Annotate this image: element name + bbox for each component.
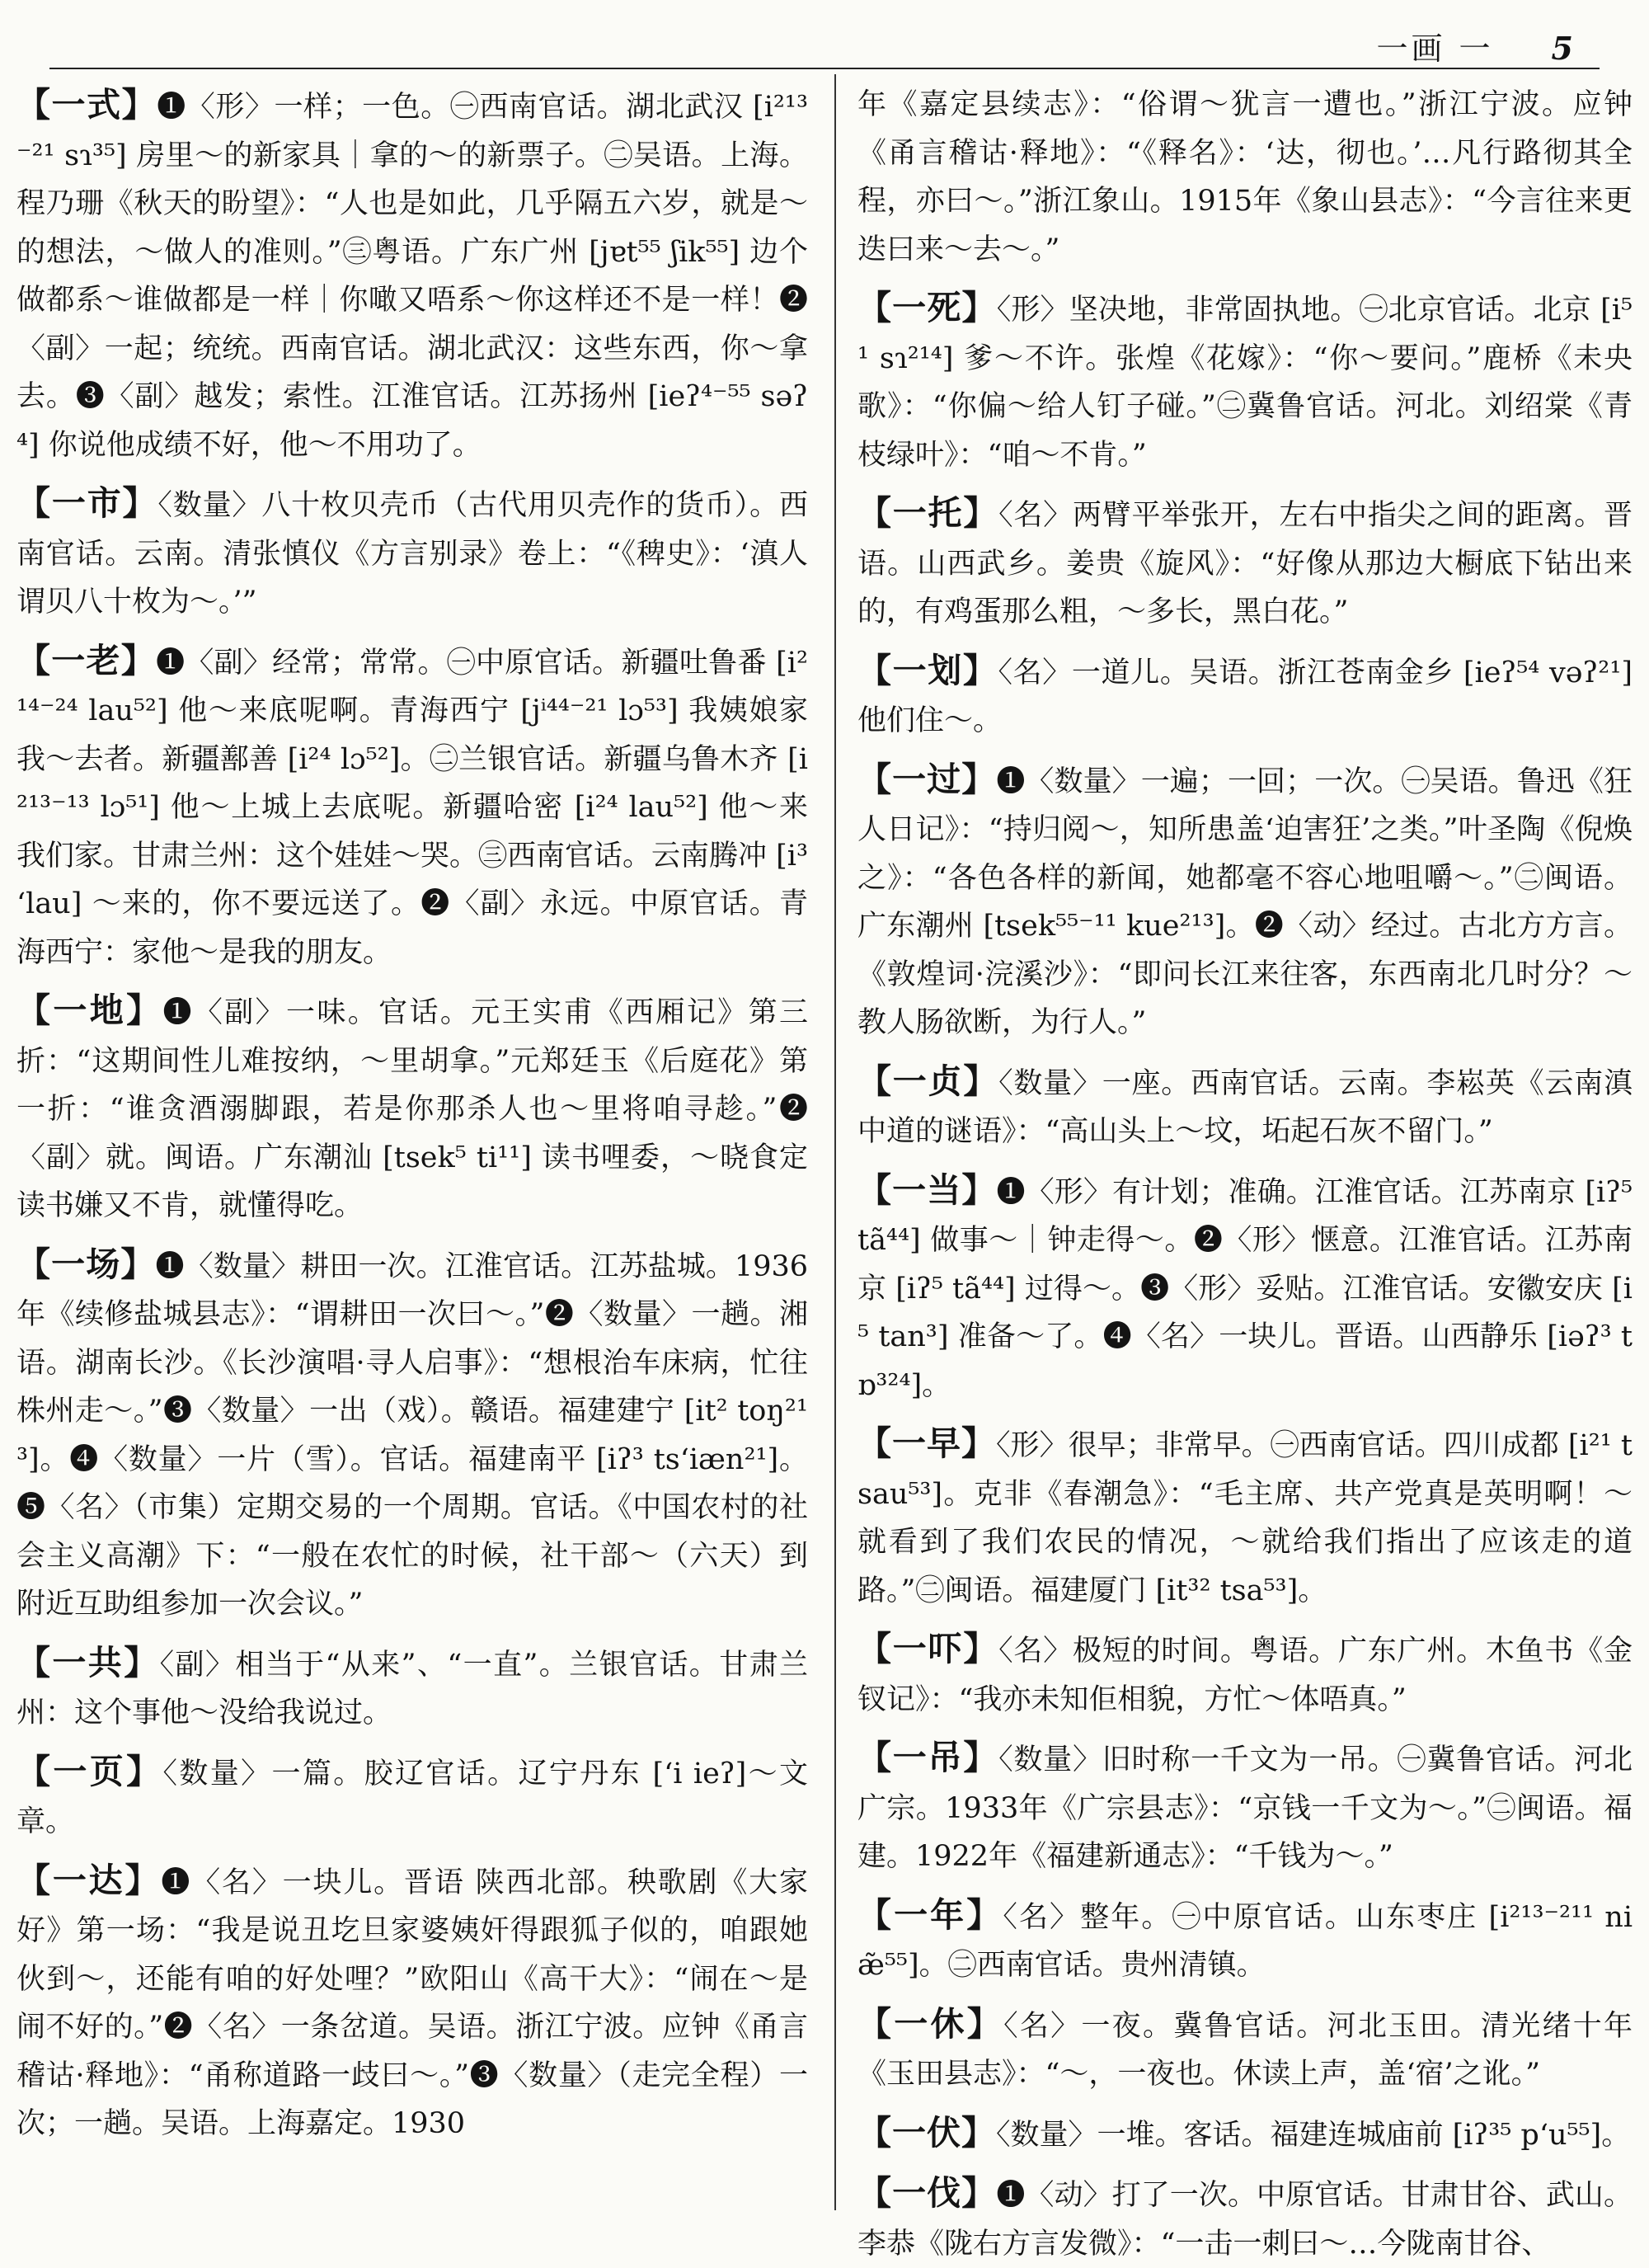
entry-headword: 【一市】 xyxy=(16,483,158,523)
section-title: 一画 一 xyxy=(1376,31,1494,67)
entry-headword: 【一伐】 xyxy=(857,2173,997,2213)
entry-definition: 〈名〉一夜。冀鲁官话。河北玉田。清光绪十年《玉田县志》：“～，一夜也。休读上声，盖‘宿’之讹。” xyxy=(857,2009,1633,2091)
page-number: 5 xyxy=(1551,30,1576,67)
entry-headword: 【一划】 xyxy=(857,650,998,690)
entry-headword: 【一托】 xyxy=(857,493,999,533)
running-head xyxy=(1376,23,1576,68)
dictionary-entry xyxy=(857,1891,1633,1990)
dictionary-entry xyxy=(16,637,808,977)
entry-headword: 【一老】 xyxy=(16,640,157,680)
entry-headword: 【一过】 xyxy=(857,759,997,799)
entry-definition: 〈形〉坚决地，非常固执地。㊀北京官话。北京 [i⁵¹ sɿ²¹⁴] 爹～不许。张煌《花嫁》：“你～要问。”鹿桥《未央歌》：“你偏～给人钉子碰。”㊁冀鲁官话。河北。刘绍棠《青枝绿叶》：“咱～不肯。” xyxy=(857,294,1633,472)
entry-definition: 〈名〉极短的时间。粤语。广东广州。木鱼书《金钗记》：“我亦未知佢相貌，方忙～体唔真。” xyxy=(857,1635,1633,1716)
dictionary-entry xyxy=(16,81,808,469)
entry-headword: 【一达】 xyxy=(16,1860,162,1900)
entry-definition: 〈数量〉一篇。胶辽官话。辽宁丹东 [ʻi ieʔ]～文章。 xyxy=(16,1757,809,1838)
entry-definition: 〈数量〉一座。西南官话。云南。李崧英《云南滇中道的谜语》：“高山头上～坟，坧起石灰不留门。” xyxy=(857,1066,1633,1148)
entry-definition: 〈数量〉一堆。客话。福建连城庙前 [iʔ³⁵ pʻu⁵⁵]。 xyxy=(996,2118,1631,2152)
entry-definition: ❶〈动〉打了一次。中原官话。甘肃甘谷、武山。李恭《陇右方言发微》：“一击一刺曰～…今陇南甘谷、 xyxy=(857,2179,1633,2261)
dictionary-entry xyxy=(857,2000,1633,2099)
entry-definition: 年《嘉定县续志》：“俗谓～犹言一遭也。”浙江宁波。应钟《甬言稽诂·释地》：“《释名》：‘达，彻也。’…凡行路彻其全程，亦曰～。”浙江象山。1915年《象山县志》：“今言往来更迭曰来～去～。” xyxy=(857,88,1633,266)
entry-headword: 【一死】 xyxy=(857,288,997,327)
entry-definition: 〈名〉整年。㊀中原官话。山东枣庄 [i²¹³⁻²¹¹ niæ̃⁵⁵]。㊁西南官话。贵州清镇。 xyxy=(857,1900,1633,1982)
entry-definition: ❶〈数量〉耕田一次。江淮官话。江苏盐城。1936年《续修盐城县志》：“谓耕田一次曰～。”❷〈数量〉一趟。湘语。湖南长沙。《长沙演唱·寻人启事》：“想根治车床病，忙往株州走～。”❸〈数量〉一出（戏）。赣语。福建建宁 [it² toŋ²¹³]。❹〈数量〉一片（雪）。官话。福建南平 [iʔ³ tsʻiæn²¹]。❺〈名〉（市集）定期交易的一个周期。官话。《中国农村的社会主义高潮》下：“一般在农忙的时候，社干部～（六天）到附近互助组参加一次会议。” xyxy=(16,1249,809,1621)
left-column xyxy=(16,81,808,2210)
entry-headword: 【一场】 xyxy=(16,1244,156,1284)
entry-definition: ❶〈副〉一味。官话。元王实甫《西厢记》第三折：“这期间性儿难按纳，～里胡拿。”元郑廷玉《后庭花》第一折：“谁贪酒溺脚跟，若是你那杀人也～里将咱寻趁。”❷〈副〉就。闽语。广东潮汕 [tsek⁵ ti¹¹] 读书哩委，～晓食定读书嫌又不肯，就懂得吃。 xyxy=(16,996,808,1222)
entry-definition: ❶〈副〉经常；常常。㊀中原官话。新疆吐鲁番 [i²¹⁴⁻²⁴ lau⁵²] 他～来底呢啊。青海西宁 [jⁱ⁴⁴⁻²¹ lɔ⁵³] 我姨娘家我～去者。新疆鄯善 [i²⁴ lɔ⁵²]。㊁兰银官话。新疆乌鲁木齐 [i²¹³⁻¹³ lɔ⁵¹] 他～上城上去底呢。新疆哈密 [i²⁴ lau⁵²] 他～来我们家。甘肃兰州：这个娃娃～哭。㊂西南官话。云南腾冲 [i³ ʻlau] ～来的，你不要远送了。❷〈副〉永远。中原官话。青海西宁：家他～是我的朋友。 xyxy=(16,646,809,969)
dictionary-entry xyxy=(16,1748,808,1847)
dictionary-entry xyxy=(16,1240,808,1629)
dictionary-entry xyxy=(857,81,1633,274)
dictionary-entry xyxy=(857,1419,1633,1615)
entry-definition: 〈数量〉旧时称一千文为一吊。㊀冀鲁官话。河北广宗。1933年《广宗县志》：“京钱一千文为～。”㊁闽语。福建。1922年《福建新通志》：“千钱为～。” xyxy=(857,1743,1633,1873)
entry-headword: 【一休】 xyxy=(857,2003,1004,2044)
dictionary-entry xyxy=(857,2169,1633,2268)
dictionary-entry xyxy=(857,647,1633,746)
dictionary-entry xyxy=(857,284,1633,479)
right-column xyxy=(857,81,1633,2261)
dictionary-entry xyxy=(857,2109,1633,2160)
dictionary-entry xyxy=(857,1057,1633,1156)
column-divider xyxy=(834,74,836,2210)
entry-headword: 【一页】 xyxy=(16,1751,163,1791)
dictionary-entry xyxy=(857,755,1633,1047)
entry-definition: 〈名〉两臂平举张开，左右中指尖之间的距离。晋语。山西武乡。姜贵《旋风》：“好像从那边大橱底下钻出来的，有鸡蛋那么粗，～多长，黑白花。” xyxy=(857,499,1633,628)
entry-definition: 〈名〉一道儿。吴语。浙江苍南金乡 [ieʔ⁵⁴ vəʔ²¹] 他们住～。 xyxy=(857,656,1633,737)
entry-definition: 〈数量〉八十枚贝壳币（古代用贝壳作的货币）。西南官话。云南。清张慎仪《方言别录》卷上：“《稗史》：‘滇人谓贝八十枚为～。’” xyxy=(16,489,808,619)
dictionary-entry xyxy=(857,1166,1633,1410)
entry-headword: 【一年】 xyxy=(857,1894,1003,1935)
entry-headword: 【一贞】 xyxy=(857,1061,999,1101)
entry-headword: 【一吓】 xyxy=(857,1629,999,1668)
entry-headword: 【一地】 xyxy=(16,990,163,1030)
entry-definition: ❶〈形〉一样；一色。㊀西南官话。湖北武汉 [i²¹³⁻²¹ sɿ³⁵] 房里～的新家具｜拿的～的新票子。㊁吴语。上海。程乃珊《秋天的盼望》：“人也是如此，几乎隔五六岁，就是～的想法，～做人的准则。”㊂粤语。广东广州 [jɐt⁵⁵ ʃik⁵⁵] 边个做都系～谁做都是一样｜你噉又唔系～你这样还不是一样！❷〈副〉一起；统统。西南官话。湖北武汉：这些东西，你～拿去。❸〈副〉越发；索性。江淮官话。江苏扬州 [ieʔ⁴⁻⁵⁵ səʔ⁴] 你说他成绩不好，他～不用功了。 xyxy=(16,91,808,462)
entry-headword: 【一早】 xyxy=(857,1423,997,1463)
entry-definition: 〈形〉很早；非常早。㊀西南官话。四川成都 [i²¹ tsau⁵³]。克非《春潮急》：“毛主席、共产党真是英明啊！～就看到了我们农民的情况，～就给我们指出了应该走的道路。”㊁闽语。福建厦门 [it³² tsa⁵³]。 xyxy=(857,1429,1633,1607)
entry-headword: 【一式】 xyxy=(16,85,157,125)
page-header xyxy=(49,15,1600,69)
entry-definition: 〈副〉相当于“从来”、“一直”。兰银官话。甘肃兰州：这个事他～没给我说过。 xyxy=(16,1648,809,1729)
entry-headword: 【一吊】 xyxy=(857,1738,999,1777)
entry-definition: ❶〈名〉一块儿。晋语 陕西北部。秧歌剧《大家好》第一场：“我是说丑圪旦家婆姨奸得跟狐子似的，咱跟她伙到～，还能有咱的好处哩？”欧阳山《高干大》：“闹在～是闹不好的。”❷〈名〉一条岔道。吴语。浙江宁波。应钟《甬言稽诂·释地》：“甬称道路一歧曰～。”❸〈数量〉（走完全程）一次；一趟。吴语。上海嘉定。1930 xyxy=(16,1866,808,2140)
entry-headword: 【一当】 xyxy=(857,1169,997,1210)
dictionary-entry xyxy=(16,986,808,1230)
dictionary-entry xyxy=(857,1734,1633,1881)
dictionary-entry xyxy=(16,479,808,627)
entry-definition: ❶〈形〉有计划；准确。江淮官话。江苏南京 [iʔ⁵ tã⁴⁴] 做事～｜钟走得～。❷〈形〉惬意。江淮官话。江苏南京 [iʔ⁵ tã⁴⁴] 过得～。❸〈形〉妥贴。江淮官话。安徽安庆 [i⁵ tan³] 准备～了。❹〈名〉一块儿。晋语。山西静乐 [iəʔ³ tɒ³²⁴]。 xyxy=(857,1175,1633,1402)
dictionary-entry xyxy=(16,1856,808,2148)
dictionary-entry xyxy=(857,1625,1633,1724)
entry-definition: ❶〈数量〉一遍；一回；一次。㊀吴语。鲁迅《狂人日记》：“持归阅～，知所患盖‘迫害狂’之类。”叶圣陶《倪焕之》：“各色各样的新闻，她都毫不容心地咀嚼～。”㊁闽语。广东潮州 [tsek⁵⁵⁻¹¹ kue²¹³]。❷〈动〉经过。古北方方言。《敦煌词·浣溪沙》：“即问长江来往客，东西南北几时分？～教人肠欲断，为行人。” xyxy=(857,765,1633,1039)
dictionary-entry xyxy=(857,489,1633,637)
entry-headword: 【一伏】 xyxy=(857,2112,996,2153)
entry-headword: 【一共】 xyxy=(16,1642,160,1682)
dictionary-entry xyxy=(16,1639,808,1738)
